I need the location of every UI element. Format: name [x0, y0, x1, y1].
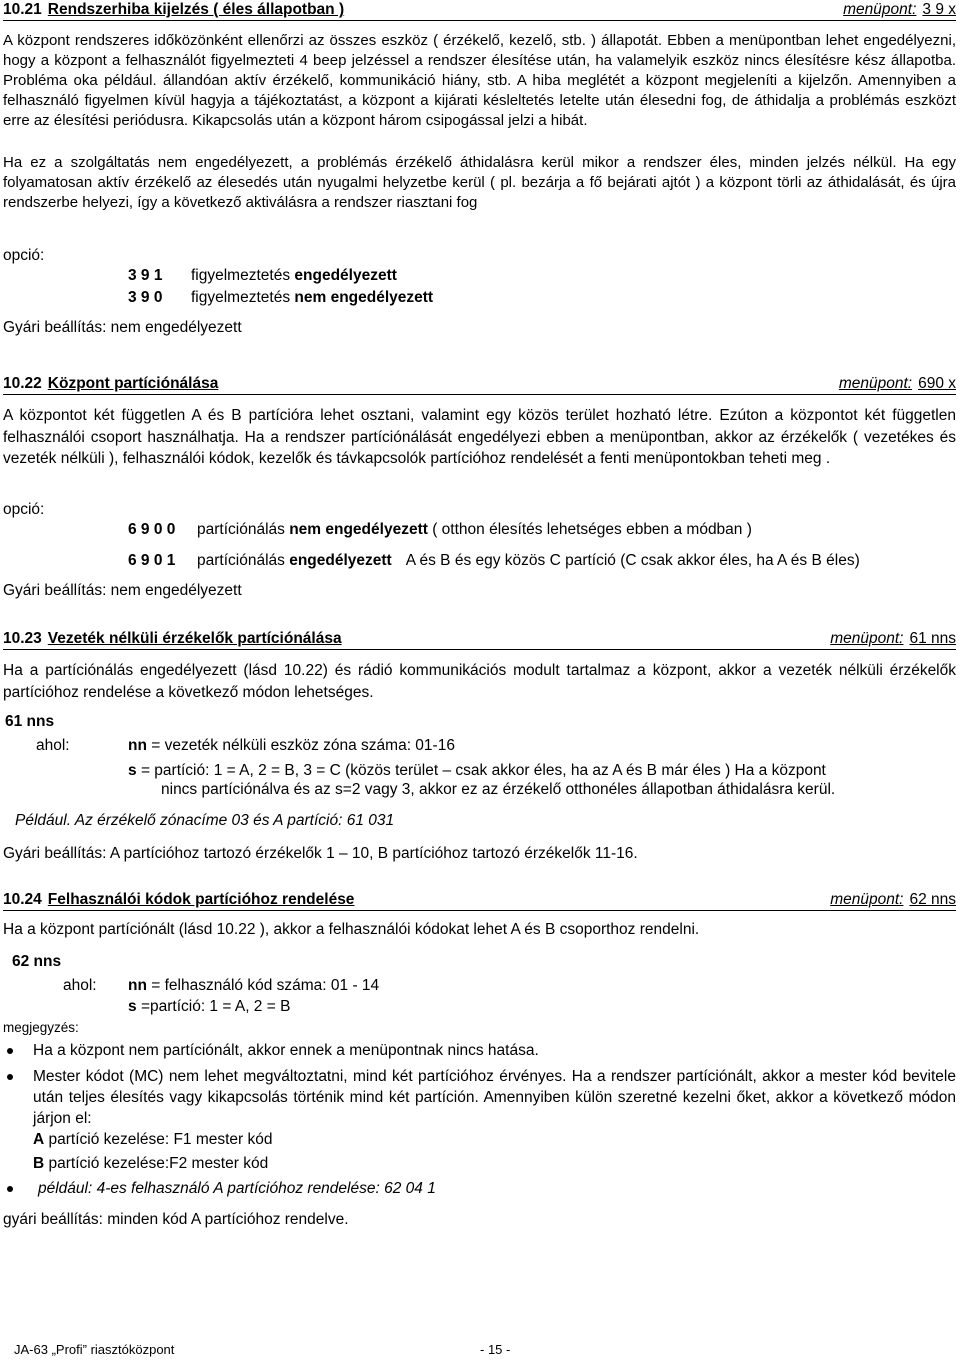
option-text: figyelmeztetés engedélyezett — [191, 267, 397, 284]
menu-label: menüpont: — [838, 375, 913, 392]
section-heading-10-22 — [3, 374, 956, 395]
section-title: Vezeték nélküli érzékelők partíciónálása — [47, 630, 342, 647]
factory-setting: Gyári beállítás: nem engedélyezett — [3, 319, 242, 336]
bullet-item: Mester kódot (MC) nem lehet megváltoztatni, mind két partícióhoz érvényes. Ha a rendszer partíciónált, akkor a mester kód bevitele után teljes élesítés vagy kikapcsolás történik mind két partíción. Amennyiben külön szeretné kezelni őket, akkor a következő módon járjon el: — [3, 1066, 956, 1129]
partition-b-line: B partíció kezelése:F2 mester kód — [33, 1155, 269, 1172]
menu-reference — [830, 890, 956, 910]
partition-a-line: A partíció kezelése: F1 mester kód — [33, 1131, 273, 1148]
section-title: Központ partíciónálása — [47, 375, 219, 392]
section-body: A központot két független A és B partícióra lehet osztani, valamint egy közös terület hozható létre. Ezúton a központot két független felhasználói csoport használhatja. Ha a rendszer partíciónálását engedélyezi ebben a menüpontban, akkor az érzékelők ( vezetékes és vezeték nélküli ), felhasználói kódok, kezelők és távkapcsolók partícióhoz rendelését a fenti menüpontokban teheti meg . — [3, 407, 956, 467]
menu-label: menüpont: — [830, 630, 904, 647]
menu-label: menüpont: — [830, 891, 904, 908]
option-label: opció: — [3, 247, 45, 264]
option-code: 6 9 0 1 — [128, 552, 176, 569]
section-number: 10.22 — [3, 375, 42, 392]
factory-setting: Gyári beállítás: nem engedélyezett — [3, 582, 242, 599]
menu-reference — [843, 0, 956, 20]
section-title: Felhasználói kódok partícióhoz rendelése — [47, 891, 355, 908]
bullet-item: például: 4-es felhasználó A partícióhoz rendelése: 62 04 1 — [3, 1178, 956, 1199]
param-nn: nn = felhasználó kód száma: 01 - 14 — [128, 977, 380, 994]
section-body: A központ rendszeres időközönként ellenőrzi az összes eszköz ( érzékelő, kezelő, stb. ) állapotát. Ebben a menüpontban lehet engedélyezni, hogy a központ a felhasználót figyelmezteti 4 beep jelzéssel a rendszer élesítése után, ha valamelyik eszköz nincs élesítésre kész állapotba. Probléma oka például. állandóan aktív érzékelő, kommunikáció hiány, stb. A hiba meglétét a központ megjeleníti a kijelzőn. Amennyiben a felhasználó figyelmen kívül hagyja a tájékoztatást, a központ a kijárati késleltetés letelte után élesedni fog, de áthidalja a problémás eszközt erre az élesítési periódusra. Kikapcsolás után a központ három csipogással jelzi a hibát. — [3, 32, 956, 129]
menu-value: 3 9 x — [922, 1, 956, 18]
section-heading-10-23 — [3, 629, 956, 650]
bullet-icon — [7, 1048, 13, 1054]
menu-code: 61 nns — [5, 713, 55, 730]
factory-setting: Gyári beállítás: A partícióhoz tartozó érzékelők 1 – 10, B partícióhoz tartozó érzékelők 11-16. — [3, 845, 638, 862]
param-s: s = partíció: 1 = A, 2 = B, 3 = C (közös terület – csak akkor éles, ha az A és B már éles ) Ha a központ — [128, 762, 826, 779]
menu-reference — [830, 629, 956, 649]
page-number: - 15 - — [480, 1342, 511, 1357]
option-text: partíciónálás nem engedélyezett ( otthon élesítés lehetséges ebben a módban ) — [197, 521, 752, 538]
section-number: 10.24 — [3, 891, 42, 908]
menu-value: 690 x — [918, 375, 956, 392]
option-text: figyelmeztetés nem engedélyezett — [191, 289, 434, 306]
bullet-item: Ha a központ nem partíciónált, akkor ennek a menüpontnak nincs hatása. — [3, 1040, 956, 1061]
section-title: Rendszerhiba kijelzés ( éles állapotban ) — [47, 1, 345, 18]
param-s-continued: nincs partíciónálva és az s=2 vagy 3, akkor ez az érzékelő otthonéles állapotban áthidalásra kerül. — [161, 781, 836, 798]
option-code: 6 9 0 0 — [128, 521, 176, 538]
option-label: opció: — [3, 501, 45, 518]
option-code: 3 9 0 — [128, 289, 163, 306]
section-body: Ha a központ partíciónált (lásd 10.22 ), akkor a felhasználói kódokat lehet A és B csoporthoz rendelni. — [3, 921, 700, 938]
bullet-icon — [7, 1186, 13, 1192]
where-label: ahol: — [36, 737, 70, 754]
option-code: 3 9 1 — [128, 267, 163, 284]
menu-reference — [839, 374, 956, 394]
section-body: Ha a partíciónálás engedélyezett (lásd 10.22) és rádió kommunikációs modult tartalmaz a központ, akkor a vezeték nélküli érzékelők partícióhoz rendelése a következő módon lehetséges. — [3, 662, 956, 701]
menu-code: 62 nns — [12, 953, 62, 970]
section-body: Ha ez a szolgáltatás nem engedélyezett, a problémás érzékelő áthidalásra kerül mikor a rendszer éles, minden jelzés nélkül. Ha egy folyamatosan aktív érzékelő az élesedés után nyugalmi helyzetbe kerül ( pl. bezárja a fő bejárati ajtót ) a központ törli az áthidalását, és újra rendszerbe helyezi, így a következő aktiválásra a rendszer riasztani fog — [3, 154, 956, 211]
section-heading-10-21 — [3, 0, 956, 21]
example: Például. Az érzékelő zónacíme 03 és A partíció: 61 031 — [15, 812, 395, 829]
bullet-icon — [7, 1074, 13, 1080]
menu-label: menüpont: — [843, 1, 917, 18]
option-text: partíciónálás engedélyezett A és B és egy közös C partíció (C csak akkor éles, ha A és B éles) — [197, 552, 860, 569]
param-s: s =partíció: 1 = A, 2 = B — [128, 998, 291, 1015]
section-heading-10-24 — [3, 890, 956, 911]
note-label: megjegyzés: — [3, 1020, 79, 1035]
menu-value: 61 nns — [909, 630, 956, 647]
param-nn: nn = vezeték nélküli eszköz zóna száma: 01-16 — [128, 737, 455, 754]
section-number: 10.23 — [3, 630, 42, 647]
factory-setting: gyári beállítás: minden kód A partícióhoz rendelve. — [3, 1211, 349, 1228]
where-label: ahol: — [63, 977, 97, 994]
menu-value: 62 nns — [909, 891, 956, 908]
footer-title: JA-63 „Profi” riasztóközpont — [14, 1342, 175, 1357]
section-number: 10.21 — [3, 1, 42, 18]
